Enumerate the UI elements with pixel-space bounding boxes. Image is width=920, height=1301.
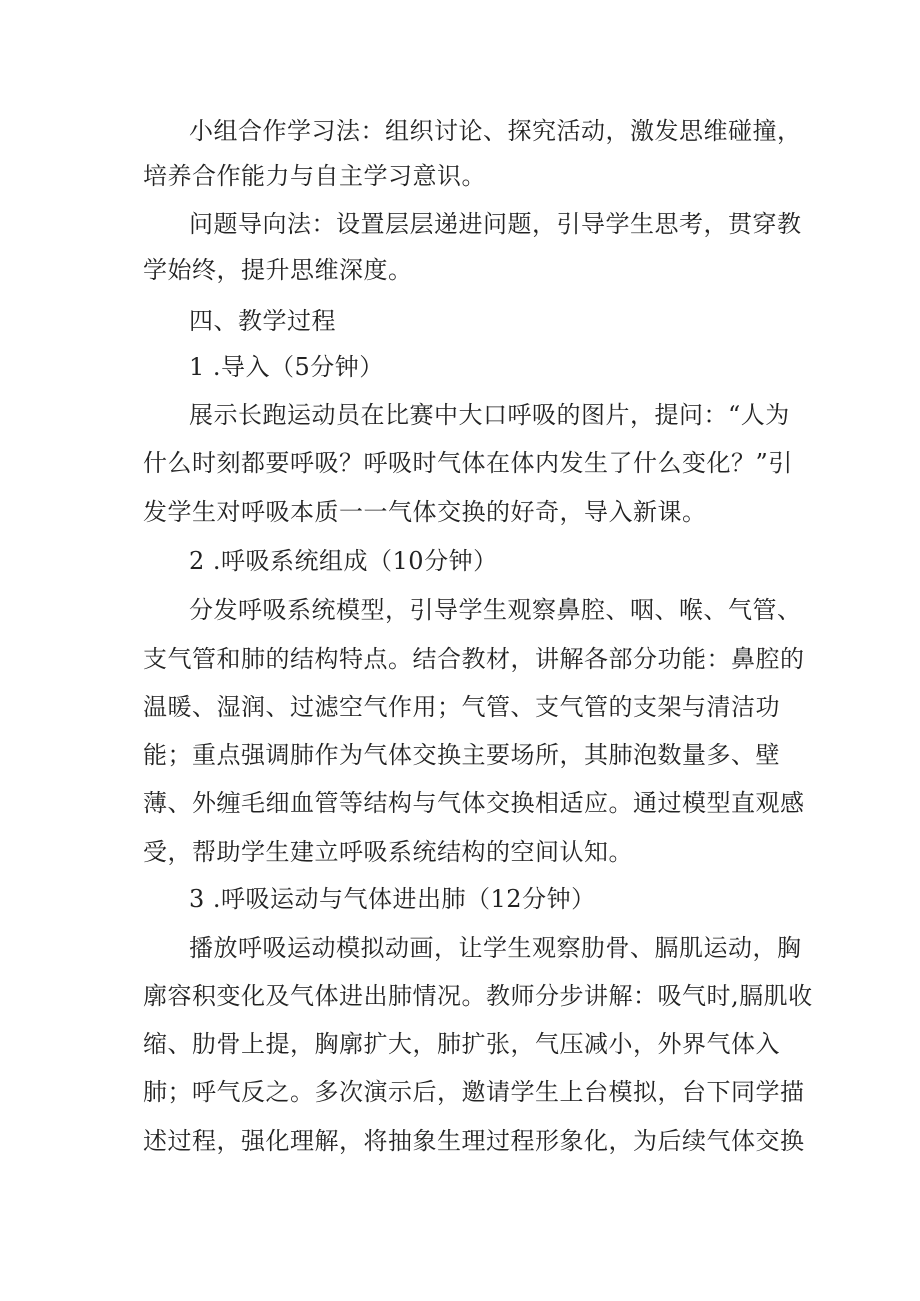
subheading-breathing-movement: 3 .呼吸运动与气体进出肺（12分钟）: [189, 885, 596, 913]
paragraph-respiratory-system-line-4: 能；重点强调肺作为气体交换主要场所，其肺泡数量多、壁: [143, 741, 780, 769]
paragraph-breathing-movement-line-1: 播放呼吸运动模拟动画，让学生观察肋骨、膈肌运动，胸: [189, 934, 802, 962]
paragraph-respiratory-system-line-1: 分发呼吸系统模型，引导学生观察鼻腔、咽、喉、气管、: [189, 596, 802, 624]
paragraph-introduction-line-3: 发学生对呼吸本质一一气体交换的好奇，导入新课。: [143, 498, 707, 526]
paragraph-respiratory-system-line-5: 薄、外缠毛细血管等结构与气体交换相适应。通过模型直观感: [143, 789, 805, 817]
paragraph-respiratory-system-line-6: 受，帮助学生建立呼吸系统结构的空间认知。: [143, 838, 633, 866]
paragraph-breathing-movement-line-2: 廓容积变化及气体进出肺情况。教师分步讲解：吸气时,膈肌收: [143, 982, 813, 1010]
paragraph-breathing-movement-line-5: 述过程，强化理解，将抽象生理过程形象化，为后续气体交换: [143, 1127, 805, 1155]
paragraph-respiratory-system-line-2: 支气管和肺的结构特点。结合教材，讲解各部分功能：鼻腔的: [143, 645, 805, 673]
paragraph-introduction-line-2: 什么时刻都要呼吸？呼吸时气体在体内发生了什么变化？”引: [143, 449, 793, 477]
paragraph-respiratory-system-line-3: 温暖、湿润、过滤空气作用；气管、支气管的支架与清洁功: [143, 693, 780, 721]
section-heading-teaching-process: 四、教学过程: [189, 307, 336, 335]
paragraph-breathing-movement-line-3: 缩、肋骨上提，胸廓扩大，肺扩张，气压减小，外界气体入: [143, 1030, 780, 1058]
subheading-introduction: 1 .导入（5分钟）: [189, 353, 384, 381]
paragraph-problem-oriented-line-2: 学始终，提升思维深度。: [143, 256, 413, 284]
paragraph-group-learning-line-1: 小组合作学习法：组织讨论、探究活动，激发思维碰撞，: [189, 117, 802, 145]
paragraph-group-learning-line-2: 培养合作能力与自主学习意识。: [143, 162, 486, 190]
paragraph-problem-oriented-line-1: 问题导向法：设置层层递进问题，引导学生思考，贯穿教: [189, 210, 802, 238]
paragraph-breathing-movement-line-4: 肺；呼气反之。多次演示后，邀请学生上台模拟，台下同学描: [143, 1078, 805, 1106]
subheading-respiratory-system: 2 .呼吸系统组成（10分钟）: [189, 547, 498, 575]
paragraph-introduction-line-1: 展示长跑运动员在比赛中大口呼吸的图片，提问：“人为: [189, 401, 790, 429]
